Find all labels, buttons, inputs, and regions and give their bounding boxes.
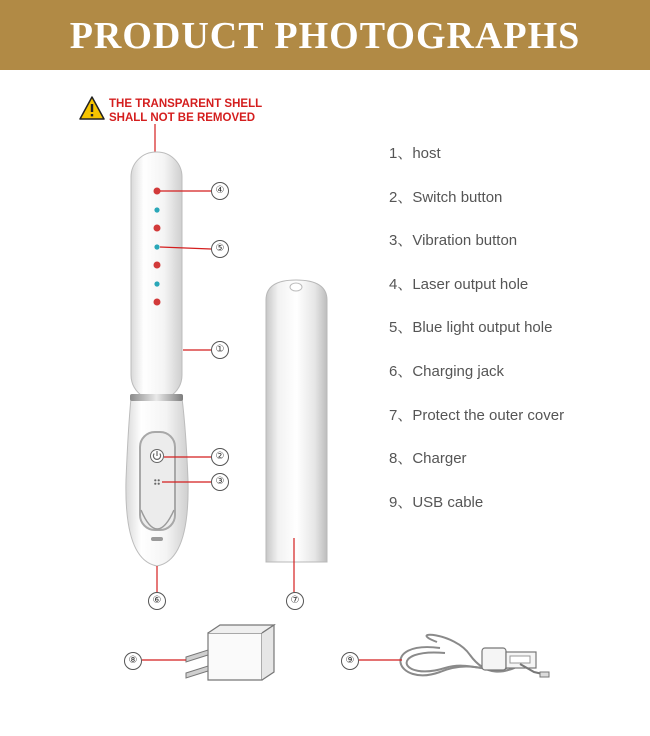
callout-7: ⑦ xyxy=(286,592,304,610)
laser-led xyxy=(154,225,161,232)
legend-item: 5、Blue light output hole xyxy=(389,319,553,337)
legend-item: 1、host xyxy=(389,145,441,162)
laser-led xyxy=(154,262,161,269)
page-title: PRODUCT PHOTOGRAPHS xyxy=(69,15,581,57)
legend-item: 3、Vibration button xyxy=(389,232,518,250)
legend-item: 6、Charging jack xyxy=(389,362,505,380)
callout-6: ⑥ xyxy=(148,592,166,610)
blue-led xyxy=(154,281,159,286)
legend-item: 8、Charger xyxy=(389,450,467,468)
outer-cover xyxy=(266,280,327,562)
power-icon xyxy=(151,450,164,463)
callout-8: ⑧ xyxy=(124,652,142,670)
callout-2: ② xyxy=(211,448,229,466)
warning-line-1: THE TRANSPARENT SHELL xyxy=(109,98,263,110)
cover-body xyxy=(266,280,327,562)
laser-led xyxy=(154,188,161,195)
usb-cable xyxy=(400,635,549,677)
callout-9: ⑨ xyxy=(341,652,359,670)
callout-3: ③ xyxy=(211,473,229,491)
host-chrome-ring xyxy=(130,394,183,401)
blue-led xyxy=(154,244,159,249)
callout-5: ⑤ xyxy=(211,240,229,258)
host-device xyxy=(126,152,188,566)
callout-1: ① xyxy=(211,341,229,359)
laser-led xyxy=(154,299,161,306)
host-control-panel xyxy=(140,432,175,530)
charger xyxy=(186,625,274,680)
parts-legend xyxy=(389,142,564,534)
legend-item: 2、Switch button xyxy=(389,188,503,206)
callout-4: ④ xyxy=(211,182,229,200)
legend-item: 7、Protect the outer cover xyxy=(389,406,565,424)
legend-item: 4、Laser output hole xyxy=(389,275,529,293)
blue-led xyxy=(154,207,159,212)
legend-item: 9、USB cable xyxy=(389,493,484,511)
warning-line-2: SHALL NOT BE REMOVED xyxy=(109,112,256,124)
